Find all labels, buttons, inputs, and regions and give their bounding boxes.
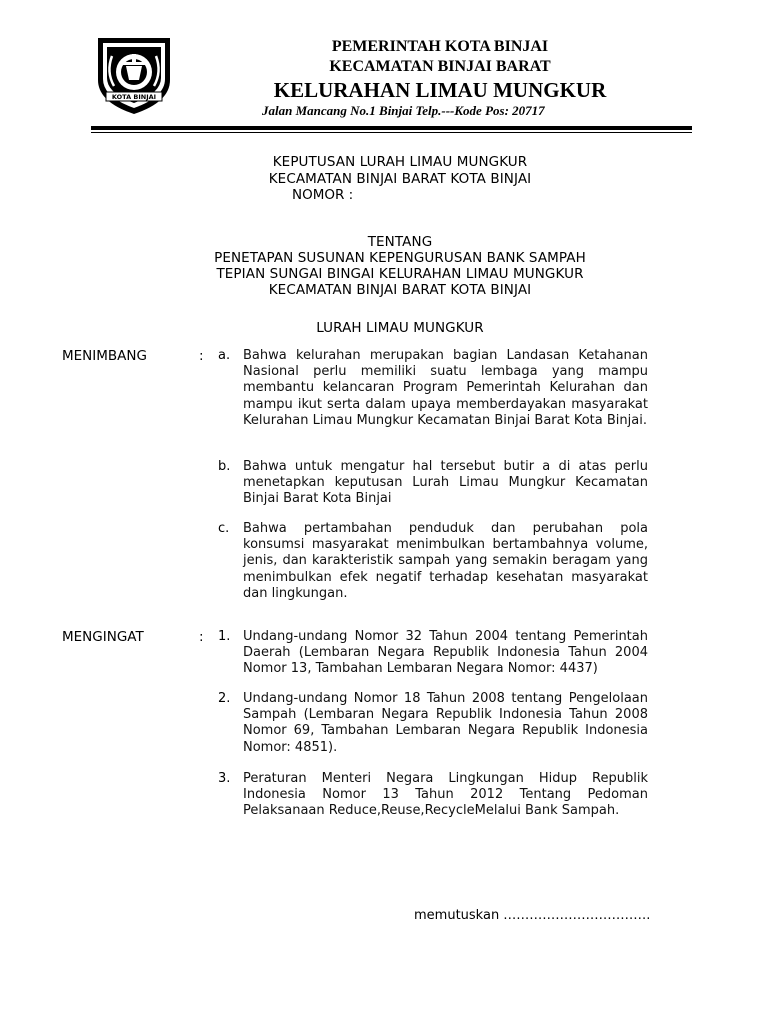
city-emblem-logo	[86, 36, 182, 116]
mengingat-item-2: Undang-undang Nomor 18 Tahun 2008 tentang Pengelolaan Sampah (Lembaran Negara Republik Indonesia Tahun 2008 Nomor 69, Tambahan Lembaran Negara Republik Indonesia Nomor: 4851).	[243, 691, 648, 755]
mengingat-item-3: Peraturan Menteri Negara Lingkungan Hidup Republik Indonesia Nomor 13 Tahun 2012 Tentang Pedoman Pelaksanaan Reduce,Reuse,RecycleMelalui Bank Sampah.	[243, 771, 648, 819]
mengingat-item-1: Undang-undang Nomor 32 Tahun 2004 tentang Pemerintah Daerah (Lembaran Negara Republik Indonesia Tahun 2004 Nomor 13, Tambahan Lembaran Negara Nomor: 4437)	[243, 629, 648, 677]
tentang-heading: TENTANG	[367, 234, 433, 250]
emblem-text: KOTA BINJAI	[111, 93, 157, 101]
letterhead-address: Jalan Mancang No.1 Binjai Telp.---Kode Pos: 20717	[262, 103, 545, 118]
menimbang-mark-c: c.	[218, 521, 230, 536]
closing-memutuskan: memutuskan …………………………….	[414, 908, 651, 923]
decree-title-line2: KECAMATAN BINJAI BARAT KOTA BINJAI	[268, 171, 532, 187]
menimbang-mark-b: b.	[218, 459, 231, 474]
letterhead-district: KECAMATAN BINJAI BARAT	[329, 58, 551, 75]
mengingat-colon: :	[199, 629, 204, 645]
menimbang-item-c: Bahwa pertambahan penduduk dan perubahan pola konsumsi masyarakat menimbulkan bertambahnya volume, jenis, dan karakteristik sampah yang semakin beragam yang menimbulkan efek negatif terhadap kesehatan masyarakat dan lingkungan.	[243, 521, 648, 601]
decree-title-line1: KEPUTUSAN LURAH LIMAU MUNGKUR	[272, 154, 528, 170]
subject-line2: TEPIAN SUNGAI BINGAI KELURAHAN LIMAU MUNGKUR	[216, 266, 584, 282]
menimbang-label: MENIMBANG	[62, 348, 147, 364]
letterhead-government: PEMERINTAH KOTA BINJAI	[331, 38, 549, 55]
subject-line1: PENETAPAN SUSUNAN KEPENGURUSAN BANK SAMPAH	[214, 250, 586, 266]
letterhead-village: KELURAHAN LIMAU MUNGKUR	[273, 78, 607, 102]
mengingat-mark-2: 2.	[218, 691, 231, 706]
menimbang-item-a: Bahwa kelurahan merupakan bagian Landasan Ketahanan Nasional perlu memiliki suatu lembaga yang mampu membantu kelancaran Program Pemerintah Kelurahan dan mampu ikut serta dalam upaya memberdayakan masyarakat Kelurahan Limau Mungkur Kecamatan Binjai Barat Kota Binjai.	[243, 348, 648, 428]
letterhead-divider-thick	[91, 126, 692, 130]
menimbang-mark-a: a.	[218, 348, 231, 363]
decree-number: NOMOR :	[292, 187, 354, 203]
letterhead-divider-thin	[91, 132, 692, 133]
mengingat-label: MENGINGAT	[62, 629, 144, 645]
menimbang-item-b: Bahwa untuk mengatur hal tersebut butir a di atas perlu menetapkan keputusan Lurah Limau Mungkur Kecamatan Binjai Barat Kota Binjai	[243, 459, 648, 507]
menimbang-colon: :	[199, 348, 204, 364]
subject-line3: KECAMATAN BINJAI BARAT KOTA BINJAI	[268, 282, 532, 298]
mengingat-mark-1: 1.	[218, 629, 231, 644]
mengingat-mark-3: 3.	[218, 771, 231, 786]
issuer-heading: LURAH LIMAU MUNGKUR	[316, 320, 484, 336]
